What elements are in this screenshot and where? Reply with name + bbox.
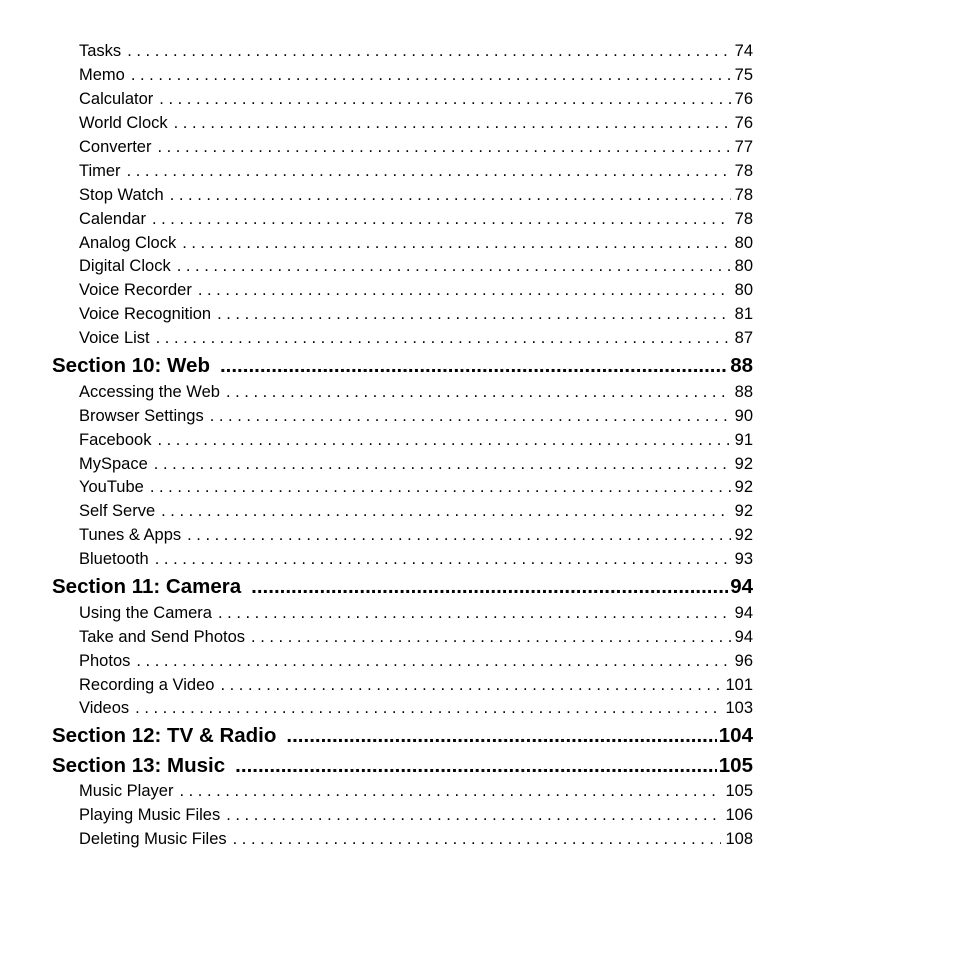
- toc-leader-dots: [179, 780, 721, 804]
- toc-section-title: Section 10: Web: [52, 354, 210, 378]
- toc-page-number: 88: [734, 382, 753, 401]
- toc-page-number: 92: [734, 502, 753, 521]
- toc-leader-dots: [235, 751, 717, 781]
- toc-entry-title: Playing Music Files: [79, 806, 221, 825]
- toc-leader-dots: [251, 572, 728, 602]
- toc-entry[interactable]: [52, 88, 753, 112]
- toc-entry-title: Digital Clock: [79, 257, 171, 276]
- toc-entry[interactable]: [52, 184, 753, 208]
- toc-entry[interactable]: [52, 500, 753, 524]
- toc-entry[interactable]: [52, 405, 753, 429]
- toc-entry-title: Calculator: [79, 89, 154, 108]
- toc-entry[interactable]: [52, 40, 753, 64]
- toc-entry-title: MySpace: [79, 454, 148, 473]
- toc-entry[interactable]: [52, 232, 753, 256]
- toc-entry[interactable]: [52, 381, 753, 405]
- toc-entry-title: Memo: [79, 65, 125, 84]
- toc-section-title: Section 11: Camera: [52, 575, 242, 599]
- toc-page-number: 103: [725, 699, 753, 718]
- toc-entry-title: Voice Recognition: [79, 305, 212, 324]
- toc-leader-dots: [286, 721, 716, 751]
- toc-entry-title: Using the Camera: [79, 603, 212, 622]
- toc-leader-dots: [150, 476, 731, 500]
- toc-page-number: 80: [734, 257, 753, 276]
- toc-page-number: 104: [718, 724, 753, 748]
- toc-entry[interactable]: [52, 303, 753, 327]
- toc-leader-dots: [233, 828, 722, 852]
- toc-page-number: 76: [734, 113, 753, 132]
- toc-entry-title: Voice Recorder: [79, 281, 192, 300]
- toc-entry[interactable]: [52, 255, 753, 279]
- toc-entry-title: Converter: [79, 137, 152, 156]
- toc-page-number: 106: [725, 806, 753, 825]
- toc-entry[interactable]: [52, 626, 753, 650]
- toc-page-number: 90: [734, 406, 753, 425]
- toc-leader-dots: [198, 279, 731, 303]
- toc-page-number: 108: [725, 830, 753, 849]
- toc-leader-dots: [226, 804, 721, 828]
- toc-leader-dots: [155, 548, 731, 572]
- toc-leader-dots: [156, 327, 731, 351]
- toc-entry[interactable]: [52, 136, 753, 160]
- toc-entry-title: Voice List: [79, 329, 150, 348]
- toc-leader-dots: [251, 626, 731, 650]
- toc-page-number: 105: [725, 782, 753, 801]
- toc-entry[interactable]: [52, 476, 753, 500]
- toc-entry[interactable]: [52, 828, 753, 852]
- toc-entry[interactable]: [52, 780, 753, 804]
- toc-page-number: 88: [730, 354, 753, 378]
- toc-entry-title: Bluetooth: [79, 550, 149, 569]
- toc-entry[interactable]: [52, 650, 753, 674]
- toc-page-number: 101: [725, 675, 753, 694]
- toc-entry-title: Self Serve: [79, 502, 156, 521]
- toc-page-number: 76: [734, 89, 753, 108]
- toc-entry-title: Accessing the Web: [79, 382, 220, 401]
- toc-leader-dots: [159, 88, 730, 112]
- toc-section-entry[interactable]: [52, 572, 753, 602]
- toc-entry-title: Analog Clock: [79, 233, 177, 252]
- toc-page-number: 92: [734, 478, 753, 497]
- toc-section-entry[interactable]: [52, 351, 753, 381]
- toc-leader-dots: [152, 208, 731, 232]
- toc-page-number: 92: [734, 454, 753, 473]
- toc-entry[interactable]: [52, 602, 753, 626]
- toc-entry[interactable]: [52, 804, 753, 828]
- toc-leader-dots: [136, 650, 730, 674]
- toc-entry-title: Browser Settings: [79, 406, 204, 425]
- toc-leader-dots: [226, 381, 731, 405]
- toc-page-number: 78: [734, 185, 753, 204]
- toc-leader-dots: [187, 524, 731, 548]
- toc-leader-dots: [218, 602, 731, 626]
- toc-page-number: 92: [734, 526, 753, 545]
- toc-entry-title: Music Player: [79, 782, 174, 801]
- toc-leader-dots: [157, 136, 730, 160]
- toc-entry[interactable]: [52, 453, 753, 477]
- toc-page-number: 94: [734, 603, 753, 622]
- toc-leader-dots: [127, 160, 731, 184]
- toc-leader-dots: [217, 303, 731, 327]
- toc-leader-dots: [157, 429, 730, 453]
- toc-entry[interactable]: [52, 674, 753, 698]
- toc-entry[interactable]: [52, 697, 753, 721]
- toc-page-number: 81: [734, 305, 753, 324]
- toc-entry-title: Tasks: [79, 42, 122, 60]
- toc-leader-dots: [220, 351, 728, 381]
- toc-page-number: 87: [734, 329, 753, 348]
- toc-entry[interactable]: [52, 160, 753, 184]
- toc-leader-dots: [177, 255, 731, 279]
- toc-entry-title: Stop Watch: [79, 185, 164, 204]
- toc-leader-dots: [170, 184, 731, 208]
- toc-page-number: 74: [734, 42, 753, 60]
- toc-section-entry[interactable]: [52, 721, 753, 751]
- table-of-contents: [52, 40, 753, 852]
- toc-page-number: 78: [734, 161, 753, 180]
- toc-page-number: 77: [734, 137, 753, 156]
- toc-page-number: 78: [734, 209, 753, 228]
- toc-entry[interactable]: [52, 429, 753, 453]
- toc-leader-dots: [210, 405, 731, 429]
- toc-page-number: 91: [734, 430, 753, 449]
- toc-page-number: 80: [734, 233, 753, 252]
- toc-leader-dots: [182, 232, 730, 256]
- toc-entry-title: Timer: [79, 161, 121, 180]
- toc-entry-title: Take and Send Photos: [79, 627, 246, 646]
- toc-page-number: 96: [734, 651, 753, 670]
- toc-entry[interactable]: [52, 208, 753, 232]
- toc-page-number: 93: [734, 550, 753, 569]
- toc-leader-dots: [154, 453, 731, 477]
- toc-entry-title: Recording a Video: [79, 675, 215, 694]
- toc-entry-title: Calendar: [79, 209, 146, 228]
- toc-section-title: Section 13: Music: [52, 753, 226, 777]
- toc-entry-title: Photos: [79, 651, 131, 670]
- toc-leader-dots: [220, 674, 721, 698]
- toc-entry[interactable]: [52, 64, 753, 88]
- toc-page-number: 94: [734, 627, 753, 646]
- toc-entry-title: Deleting Music Files: [79, 830, 227, 849]
- toc-leader-dots: [161, 500, 731, 524]
- toc-page-number: 80: [734, 281, 753, 300]
- toc-entry[interactable]: [52, 112, 753, 136]
- toc-leader-dots: [174, 112, 731, 136]
- toc-leader-dots: [135, 697, 721, 721]
- toc-entry-title: World Clock: [79, 113, 168, 132]
- toc-page-number: 75: [734, 65, 753, 84]
- toc-entry-title: Videos: [79, 699, 130, 718]
- toc-section-entry[interactable]: [52, 751, 753, 781]
- toc-page-number: 94: [730, 575, 753, 599]
- toc-entry[interactable]: [52, 279, 753, 303]
- toc-entry-title: YouTube: [79, 478, 144, 497]
- toc-section-title: Section 12: TV & Radio: [52, 724, 277, 748]
- toc-leader-dots: [127, 40, 730, 64]
- toc-entry-title: Facebook: [79, 430, 152, 449]
- toc-entry-title: Tunes & Apps: [79, 526, 182, 545]
- toc-entry[interactable]: [52, 548, 753, 572]
- toc-leader-dots: [131, 64, 731, 88]
- toc-entry[interactable]: [52, 524, 753, 548]
- toc-entry[interactable]: [52, 327, 753, 351]
- toc-page-number: 105: [718, 753, 753, 777]
